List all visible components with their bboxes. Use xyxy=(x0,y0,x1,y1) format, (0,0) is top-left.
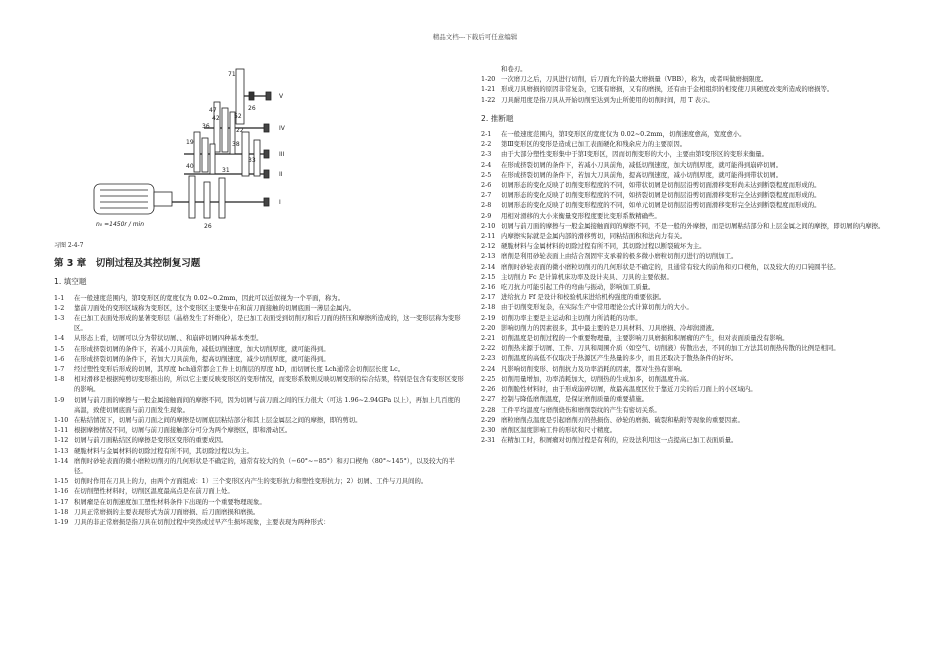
question-item xyxy=(54,395,464,415)
question-text: 在切削塑性材料时，切削区温度最高点是在前刀面上处。 xyxy=(74,487,234,496)
question-item xyxy=(481,251,893,261)
question-number: 1-12 xyxy=(54,436,69,445)
question-text: 影响切削力的因素很多，其中最主要的是刀具材料、刀具磨损、冷却润滑液。 xyxy=(501,323,719,332)
question-item xyxy=(481,384,893,394)
question-item xyxy=(54,364,464,374)
question-text: 经过塑性变形后形成的切屑，其厚度 hch通常都会工件上切削层的厚度 hD，而切屑长度 Lch通常会切削层长度 Lc。 xyxy=(74,365,405,374)
section-title-judgement: 2. 推断题 xyxy=(481,113,514,123)
question-text: 切削温度的高低不仅取决于热源区产生热量的多少，而且还取决于散热条件的好坏。 xyxy=(501,354,738,363)
question-item xyxy=(54,456,464,476)
question-number: 1-14 xyxy=(54,456,69,465)
question-number: 1-11 xyxy=(54,426,69,435)
question-item xyxy=(481,160,893,170)
question-text: 在形成挤裂切屑的条件下，若加大刀具前角，提高切削速度，减小切削厚度，就可能得到带状切屑。 xyxy=(501,170,783,179)
question-text: 在一般速度范围内，第Ⅰ变形区的宽度仅为 0.02~0.2mm，因此可以近似视为一个平面，称为。 xyxy=(74,293,345,302)
gear-label: 52 xyxy=(234,113,242,120)
question-text: 凡影响切削变形、切削抗力及功率消耗的因素，都对生热有影响。 xyxy=(501,364,687,373)
question-number: 2-7 xyxy=(481,191,492,200)
question-item xyxy=(54,425,464,435)
question-number: 1-21 xyxy=(481,85,496,94)
question-item xyxy=(481,282,893,292)
question-text: 在形成挤裂切屑的条件下，若减小刀具前角，减低切削速度，加大切削厚度，就可能得到崩碎切屑。 xyxy=(501,160,783,169)
question-text: 用相对滑移的大小来衡量变形程度要比变形系数精确些。 xyxy=(501,211,661,220)
motor-speed-label: n₀ =1450r / min xyxy=(96,221,145,228)
axis-label: IV xyxy=(279,125,285,132)
question-number: 2-12 xyxy=(481,242,496,251)
figure-caption: 习图 2-4-7 xyxy=(54,242,84,249)
question-text: 进给抗力 Ff 是设计和校验机床进给机构强度的重要依据。 xyxy=(501,293,666,302)
question-item xyxy=(54,333,464,343)
question-text: 从形态上看，切屑可以分为带状切屑、、和崩碎切屑四种基本类型。 xyxy=(74,334,263,343)
question-text: 切削脆性材料时，由于形成崩碎切屑，故最高温度区位于靠近刀尖的后刀面上的小区域内。 xyxy=(501,385,757,394)
question-number: 1-18 xyxy=(54,507,69,516)
question-text: 刀具正常磨损的主要表现形式为前刀面磨损、后刀面磨损和磨损。 xyxy=(74,507,260,516)
axis-label: II xyxy=(279,171,283,178)
question-item xyxy=(54,293,464,303)
question-item xyxy=(54,476,464,486)
question-item xyxy=(481,333,893,343)
question-text: 切削时作用在刀具上的力，由两个方面组成：1）三个变形区内产生的变形抗力和塑性变形抗力；2）切屑、工件与刀具间的。 xyxy=(74,477,428,486)
question-text: 由于大部分塑性变形集中于第Ⅰ变形区，因而切削变形的大小，主要由第Ⅰ变形区的变形来衡量。 xyxy=(501,150,769,159)
question-number: 1-5 xyxy=(54,344,65,353)
question-number: 1-6 xyxy=(54,354,65,363)
question-number: 1-3 xyxy=(54,314,65,323)
question-text: 切屑形态的变化反映了切削变形程度的不同，如单元切屑是切削层沿剪切面滑移变形完全达到断裂程度而形成的。 xyxy=(501,201,821,210)
question-text: 在粘结情况下，切屑与前刀面之间的摩擦是切屑底层粘结部分和其上层金属层之间的摩擦，即的剪切。 xyxy=(74,416,362,425)
question-item xyxy=(481,200,893,210)
question-number: 2-5 xyxy=(481,170,492,179)
question-item xyxy=(481,262,893,272)
question-number: 2-8 xyxy=(481,201,492,210)
question-text: 硬脆材料与金属材料的切除过程有所不同，其切除过程以断裂破坏为主。 xyxy=(501,242,706,251)
question-number: 2-19 xyxy=(481,313,496,322)
question-number: 2-26 xyxy=(481,385,496,394)
question-number: 1-7 xyxy=(54,365,65,374)
question-item xyxy=(481,129,893,139)
question-number: 2-4 xyxy=(481,160,492,169)
gear-label: 19 xyxy=(186,139,194,146)
question-number: 1-19 xyxy=(54,518,69,527)
question-text: 刀具的非正常磨损是指刀具在切削过程中突然或过早产生损坏现象，主要表现为两种形式： xyxy=(74,518,330,527)
fill-blank-question-list-continued xyxy=(481,74,893,105)
question-text: 由于切削变形复杂，在实际生产中常用理论公式计算切削力的大小。 xyxy=(501,303,693,312)
question-number: 2-16 xyxy=(481,283,496,292)
question-item xyxy=(481,343,893,353)
question-number: 2-17 xyxy=(481,293,496,302)
question-number: 2-21 xyxy=(481,334,496,343)
question-number: 2-22 xyxy=(481,344,496,353)
question-number: 2-28 xyxy=(481,405,496,414)
question-text: 硬脆材料与金属材料的切除过程有所不同，其切除过程以为主。 xyxy=(74,446,253,455)
section-title-fill-blank: 1. 填空题 xyxy=(54,277,87,287)
right-column xyxy=(481,64,893,445)
question-number: 2-9 xyxy=(481,211,492,220)
question-item xyxy=(54,507,464,517)
gear-label: 38 xyxy=(232,141,240,148)
question-item xyxy=(481,95,893,105)
gear-label: 71 xyxy=(228,71,236,78)
question-text: 切削功率主要是主运动和主切削力所消耗的功率。 xyxy=(501,313,642,322)
question-number: 2-3 xyxy=(481,150,492,159)
question-text: 在形成挤裂切屑的条件下，若加大刀具前角，提高切削速度，减少切削厚度，就可能得到。 xyxy=(74,354,330,363)
question-text: 在形成挤裂切屑的条件下，若减小刀具前角，减低切削速度，加大切削厚度，就可能得到。 xyxy=(74,344,330,353)
fill-blank-question-list xyxy=(54,293,464,528)
question-text: 磨削时砂轮表面的微小磨粒切削刃的几何形状是不确定的，且通常有较大的前角和刃口楔角，以及较大的刃口钝圆半径。 xyxy=(501,262,840,271)
question-number: 2-23 xyxy=(481,354,496,363)
question-text: 切屑与前刀面粘结区的摩擦是变形区变形的重要成因。 xyxy=(74,436,228,445)
question-item xyxy=(481,149,893,159)
question-number: 2-10 xyxy=(481,221,496,230)
question-item xyxy=(481,211,893,221)
question-text: 切削温度是切削过程的一个重要物理量，主要影响刀具磨损和积屑瘤的产生，但对表面质量没有影响。 xyxy=(501,334,789,343)
question-text: 主切削力 Fc 是计算机床功率及设计夹具、刀具的主要依据。 xyxy=(501,272,673,281)
question-item xyxy=(481,405,893,415)
gear-transmission-diagram xyxy=(54,64,314,239)
question-text: 刀具耐用度是指刀具从开始切削至达到为止所使用的切削时间，用 T 表示。 xyxy=(501,95,714,104)
question-number: 1-1 xyxy=(54,293,65,302)
question-item xyxy=(54,374,464,394)
question-number: 2-13 xyxy=(481,252,496,261)
question-text: 一次磨刀之后，刀具进行切削，后刀面允许的最大磨损量（VBB），称为，或者叫做磨损限度。 xyxy=(501,75,768,84)
question-text: 磨削区温度影响工件的形状和尺寸精度。 xyxy=(501,425,617,434)
question-item xyxy=(54,415,464,425)
question-item xyxy=(481,180,893,190)
question-item xyxy=(481,139,893,149)
gear-label: 26 xyxy=(248,105,256,112)
question-text: 靠前刀面处的变形区域称为变形区，这个变形区主要集中在和前刀面接触的切屑底面一薄层金属内。 xyxy=(74,303,356,312)
question-item xyxy=(481,415,893,425)
question-number: 1-20 xyxy=(481,75,496,84)
question-text: 磨削时砂轮表面的微小磨粒切削刃的几何形状是不确定的，通常有较大的负（−60°~−85°）和刃口楔角（80°~145°），以及较大的半径。 xyxy=(74,456,455,476)
question-text: 切削用量增加，功率消耗加大，切削热的生成加多，切削温度升高。 xyxy=(501,374,693,383)
gear-label: 40 xyxy=(186,163,194,170)
question-number: 2-15 xyxy=(481,272,496,281)
gear-diagram-svg xyxy=(54,64,314,239)
question-text: 控制与降低磨削温度，是保证磨削质量的重要措施。 xyxy=(501,395,648,404)
question-number: 1-22 xyxy=(481,95,496,104)
question-number: 2-14 xyxy=(481,262,496,271)
question-text: 在一般速度范围内，第Ⅰ变形区的宽度仅为 0.02~0.2mm，切削速度愈高，宽度愈小。 xyxy=(501,130,746,139)
question-text: 吃刀抗力可能引起工件的弯曲与振动，影响加工质量。 xyxy=(501,283,655,292)
question-text: 磨粒磨削点温度是引起磨削刃的热损伤、砂轮的磨损、破裂和粘附等现象的重要因素。 xyxy=(501,415,744,424)
question-number: 2-1 xyxy=(481,130,492,139)
page-header: 精品文档---下载后可任意编辑 xyxy=(432,33,518,41)
question-item xyxy=(481,364,893,374)
question-text: 工件平均温度与磨削烧伤和磨削裂纹的产生有密切关系。 xyxy=(501,405,661,414)
question-number: 2-29 xyxy=(481,415,496,424)
question-text: 形成刀具磨损的原因非常复杂，它既有磨损，又有的磨损，还有由于金相组织的相变使刀具硬度改变所造成的磨损等。 xyxy=(501,85,834,94)
question-item xyxy=(54,446,464,456)
question-item xyxy=(54,354,464,364)
axis-label: III xyxy=(279,151,285,158)
question-item xyxy=(481,425,893,435)
question-number: 1-10 xyxy=(54,416,69,425)
judgement-question-list xyxy=(481,129,893,445)
question-number: 2-25 xyxy=(481,374,496,383)
question-number: 1-13 xyxy=(54,446,69,455)
question-item xyxy=(54,517,464,527)
question-number: 1-8 xyxy=(54,375,65,384)
question-item xyxy=(54,303,464,313)
question-text: 第Ⅲ变形区的变形是造成已加工表面硬化和残余应力的主要原因。 xyxy=(501,140,687,149)
question-number: 2-27 xyxy=(481,395,496,404)
gear-label: 42 xyxy=(212,115,220,122)
question-text: 切屑形态的变化反映了切削变形程度的不同，如带状切屑是切削层沿剪切面滑移变形尚未达到断裂程度而形成的。 xyxy=(501,181,821,190)
question-number: 1-4 xyxy=(54,334,65,343)
question-item xyxy=(481,190,893,200)
question-number: 1-15 xyxy=(54,477,69,486)
question-number: 2-6 xyxy=(481,181,492,190)
question-item xyxy=(481,241,893,251)
question-number: 2-24 xyxy=(481,364,496,373)
question-number: 2-2 xyxy=(481,140,492,149)
question-item xyxy=(481,323,893,333)
question-number: 1-16 xyxy=(54,487,69,496)
question-text: 相对滑移是根据纯剪切变形推出的，所以它主要反映变形区的变形情况，而变形系数则反映切屑变形的综合结果，特别是包含有变形区变形的影响。 xyxy=(74,375,464,394)
question-item xyxy=(481,394,893,404)
gear-label: 31 xyxy=(222,167,230,174)
axis-label: V xyxy=(279,93,284,100)
question-item xyxy=(54,486,464,496)
gear-label: 47 xyxy=(209,107,217,114)
left-column xyxy=(54,64,464,527)
question-text: 在已加工表面处形成的显著变形层（晶格发生了纤维化），是已加工表面受到切削刃和后刀面的挤压和摩擦所造成的，这一变形层称为变形区。 xyxy=(74,314,461,333)
question-item xyxy=(54,435,464,445)
question-text: 切屑与前刀面的摩擦与一般金属接触面间的摩擦不同，不是一般的外摩擦，而是切屑粘结部分和上层金属之间的摩擦，即切屑的内摩擦。 xyxy=(501,221,885,230)
gear-label: 36 xyxy=(202,123,210,130)
question-number: 1-2 xyxy=(54,303,65,312)
question-text: 内摩擦实际就是金属内部的滑移剪切，同粘结面积和法向力有关。 xyxy=(501,232,687,241)
question-item xyxy=(481,374,893,384)
gear-label: 33 xyxy=(248,157,256,164)
question-item xyxy=(481,231,893,241)
question-number: 2-31 xyxy=(481,436,496,445)
question-text: 切屑与前刀面的摩擦与一般金属接触面间的摩擦不同，因为切屑与前刀面之间的压力很大（可达 1.96~2.94GPa 以上），再加上几百度的高温，致使切屑底面与前刀面发生现象。 xyxy=(74,395,461,414)
question-item xyxy=(481,353,893,363)
question-number: 1-17 xyxy=(54,497,69,506)
question-item xyxy=(481,84,893,94)
question-number: 2-18 xyxy=(481,303,496,312)
question-item xyxy=(481,221,893,231)
question-item xyxy=(481,292,893,302)
question-number: 1-9 xyxy=(54,395,65,404)
question-text: 在精加工时，积屑瘤对切削过程是有利的，应设法利用这一点提高已加工表面质量。 xyxy=(501,436,738,445)
question-item xyxy=(54,313,464,333)
question-item xyxy=(481,313,893,323)
question-text: 切削热来源于切屑、工件、刀具和周围介质（如空气、切削液）传散出去，不同的加工方法其切削热传散的比例是相同。 xyxy=(501,344,840,353)
gear-label: 26 xyxy=(204,223,212,230)
question-text: 切屑形态的变化反映了切削变形程度的不同，如挤裂切屑是切削层沿剪切面滑移变形完全达到断裂程度而形成的。 xyxy=(501,191,821,200)
gear-label: 22 xyxy=(236,127,244,134)
question-number: 2-20 xyxy=(481,323,496,332)
question-number: 2-30 xyxy=(481,425,496,434)
question-item xyxy=(481,74,893,84)
question-item xyxy=(481,435,893,445)
question-item xyxy=(481,170,893,180)
continued-text: 和卷刃。 xyxy=(501,65,527,73)
question-text: 磨削是利用砂轮表面上由结合剂固牢支承着的极多微小磨粒切削刃进行的切削加工。 xyxy=(501,252,738,261)
question-text: 根据摩擦情况不同，切屑与前刀面接触部分可分为两个摩擦区，即和滑动区。 xyxy=(74,426,292,435)
question-item xyxy=(54,344,464,354)
question-text: 积屑瘤是在切削速度加工塑性材料条件下出现的一个重要物理现象。 xyxy=(74,497,266,506)
chapter-title: 第 3 章 切削过程及其控制复习题 xyxy=(54,258,201,270)
axis-label: I xyxy=(279,199,281,206)
question-item xyxy=(481,302,893,312)
question-number: 2-11 xyxy=(481,232,496,241)
question-item xyxy=(481,272,893,282)
question-item xyxy=(54,497,464,507)
